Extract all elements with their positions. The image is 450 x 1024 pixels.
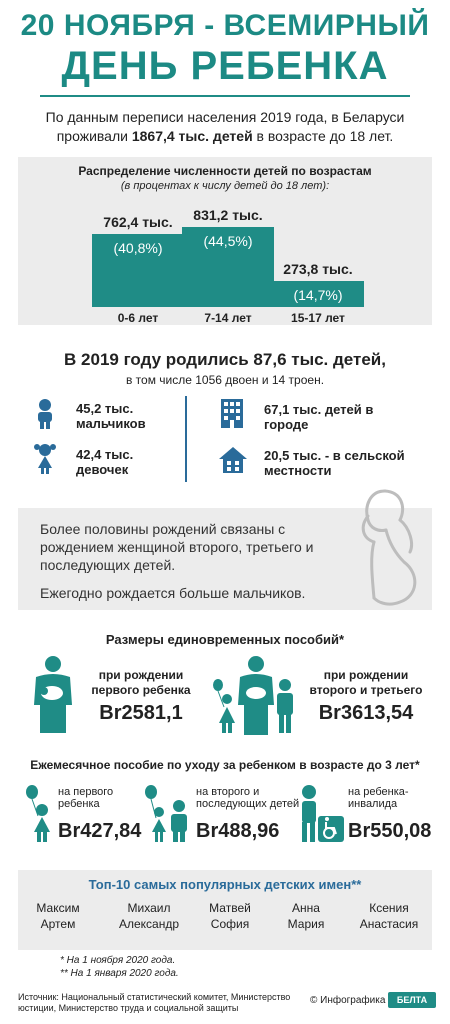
child-with-balloon-icon — [24, 784, 54, 842]
name-item: Максим — [36, 901, 80, 915]
names-column — [104, 900, 194, 932]
page-title-line2: ДЕНЬ РЕБЕНКА — [61, 44, 389, 88]
lump-first-amount: Br2581,1 — [99, 702, 183, 724]
family-icon — [212, 655, 302, 735]
parent-with-baby-icon — [30, 655, 76, 733]
building-icon — [220, 398, 244, 428]
name-item: Артем — [40, 917, 76, 931]
name-item: Михаил — [127, 901, 171, 915]
chart-percent-label: (44,5%) — [203, 233, 253, 249]
footnote-1: * На 1 ноября 2020 года. — [60, 955, 176, 966]
monthly-b-label: на второго и последующих детей — [196, 786, 300, 810]
births-headline: В 2019 году родились 87,6 тыс. детей, — [64, 350, 386, 369]
boys-stat: 45,2 тыс. мальчиков — [76, 401, 146, 431]
name-item: Матвей — [209, 901, 251, 915]
intro-part1: По данным переписи населения 2019 года, в Беларуси — [45, 109, 405, 125]
names-column — [344, 900, 434, 932]
vertical-divider — [185, 396, 187, 482]
names-title: Топ-10 самых популярных детских имен** — [88, 877, 362, 892]
monthly-c-label: на ребенка-инвалида — [348, 786, 409, 810]
facts-text-2: Ежегодно рождается больше мальчиков. — [40, 585, 306, 601]
pregnant-woman-icon — [340, 486, 440, 616]
chart-category-label: 7-14 лет — [204, 311, 252, 325]
chart-category-label: 0-6 лет — [117, 311, 159, 325]
lump-sum-title: Размеры единовременных пособий* — [105, 632, 345, 647]
name-item: Анна — [292, 901, 320, 915]
girls-stat: 42,4 тыс. девочек — [76, 447, 134, 477]
divider — [40, 95, 410, 97]
intro-part3: в возрасте до 18 лет. — [252, 128, 394, 144]
lump-second-label: при рождении второго и третьего — [309, 668, 423, 697]
names-column — [18, 900, 98, 932]
village-stat: 20,5 тыс. - в сельской местности — [264, 448, 405, 478]
name-item: София — [210, 917, 250, 931]
credit-text: © Инфографика — [310, 995, 386, 1006]
footnote-2: ** На 1 января 2020 года. — [60, 968, 179, 979]
name-item: Мария — [287, 917, 325, 931]
boy-icon — [34, 398, 56, 430]
chart-title: Распределение численности детей по возрастам — [78, 164, 372, 178]
lump-second-amount: Br3613,54 — [318, 702, 414, 724]
lump-first-label: при рождении первого ребенка — [91, 668, 191, 697]
chart-value-label: 273,8 тыс. — [283, 260, 353, 277]
names-column — [266, 900, 346, 932]
name-item: Анастасия — [359, 917, 419, 931]
chart-value-label: 762,4 тыс. — [103, 213, 173, 230]
belta-logo: БЕЛТА — [388, 992, 436, 1008]
chart-percent-label: (14,7%) — [293, 286, 343, 303]
chart-percent-label: (40,8%) — [113, 239, 163, 256]
city-stat: 67,1 тыс. детей в городе — [264, 402, 374, 432]
monthly-title: Ежемесячное пособие по уходу за ребенком в возрасте до 3 лет* — [30, 758, 420, 772]
source-text: Источник: Национальный статистический комитет, Министерство юстиции, Министерство труда и социальной защиты — [18, 992, 291, 1013]
facts-text-1: Более половины рождений связаны с рождением женщиной второго, третьего и последующих детей. — [40, 521, 314, 573]
wheelchair-icon — [296, 784, 344, 842]
monthly-a-label: на первого ребенка — [58, 786, 114, 810]
chart-value-label: 831,2 тыс. — [193, 207, 263, 223]
chart-subtitle: (в процентах к числу детей до 18 лет): — [120, 180, 330, 192]
page-title-line1: 20 НОЯБРЯ - ВСЕМИРНЫЙ — [20, 9, 430, 42]
births-sub: в том числе 1056 двоен и 14 троен. — [125, 373, 325, 387]
name-item: Александр — [118, 917, 180, 931]
house-icon — [218, 446, 248, 474]
chart-category-label: 15-17 лет — [291, 311, 345, 325]
monthly-b-amount: Br488,96 — [196, 820, 280, 842]
name-item: Ксения — [369, 901, 409, 915]
monthly-c-amount: Br550,08 — [348, 820, 432, 842]
names-column — [190, 900, 270, 932]
intro-text — [20, 108, 430, 146]
children-with-balloon-icon — [144, 784, 190, 842]
monthly-a-amount: Br427,84 — [58, 820, 142, 842]
intro-bold: 1867,4 тыс. детей — [131, 128, 253, 144]
girl-icon — [33, 443, 57, 475]
intro-part2: проживали — [56, 128, 132, 144]
